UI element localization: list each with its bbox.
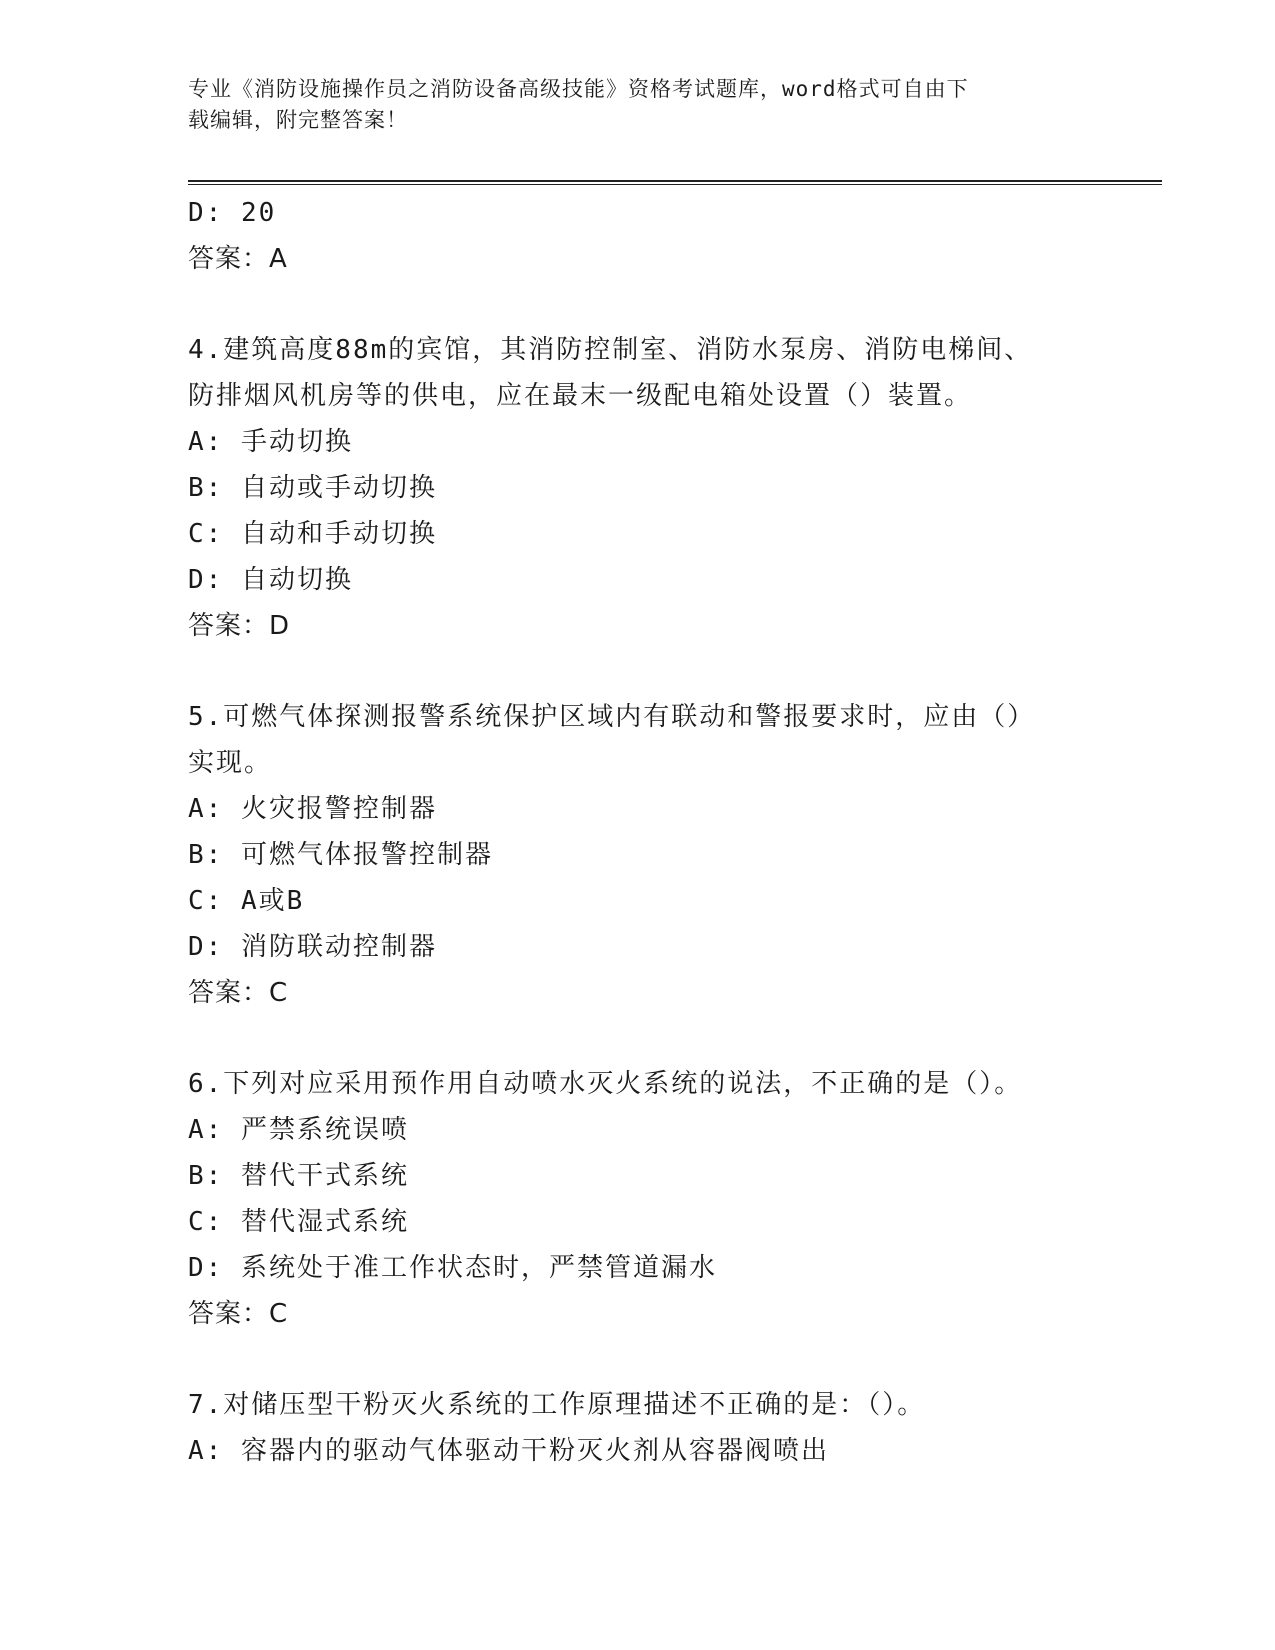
option-c: C: 替代湿式系统 [188, 1207, 409, 1237]
header-line-1: 专业《消防设施操作员之消防设备高级技能》资格考试题库，word格式可自由下 [188, 77, 969, 101]
answer-label: 答案：C [188, 978, 289, 1008]
spacer [188, 1016, 1148, 1061]
question-text: 7.对储压型干粉灭火系统的工作原理描述不正确的是：（）。 [188, 1390, 926, 1420]
question-content [188, 190, 1148, 1474]
question-text: 6.下列对应采用预作用自动喷水灭火系统的说法，不正确的是（）。 [188, 1069, 1023, 1099]
option-a: A: 容器内的驱动气体驱动干粉灭火剂从容器阀喷出 [188, 1436, 829, 1466]
option-d: D: 20 [188, 198, 277, 228]
answer-label: 答案：C [188, 1299, 289, 1329]
header-divider-thick [188, 180, 1162, 182]
spacer [188, 649, 1148, 694]
option-a: A: 火灾报警控制器 [188, 794, 437, 824]
question-5 [188, 694, 1148, 1016]
option-d: D: 消防联动控制器 [188, 932, 437, 962]
question-text: 防排烟风机房等的供电，应在最末一级配电箱处设置（）装置。 [188, 381, 973, 411]
option-c: C: A或B [188, 886, 305, 916]
question-4 [188, 327, 1148, 649]
question-text: 5.可燃气体探测报警系统保护区域内有联动和警报要求时，应由（） [188, 702, 1036, 732]
option-a: A: 严禁系统误喷 [188, 1115, 409, 1145]
question-7 [188, 1382, 1148, 1474]
option-c: C: 自动和手动切换 [188, 519, 437, 549]
option-b: B: 替代干式系统 [188, 1161, 409, 1191]
header-divider-thin [188, 184, 1162, 185]
spacer [188, 282, 1148, 327]
header-line-2: 载编辑，附完整答案！ [188, 108, 408, 132]
spacer [188, 1337, 1148, 1382]
question-3-tail [188, 190, 1148, 282]
option-b: B: 自动或手动切换 [188, 473, 437, 503]
question-text: 实现。 [188, 748, 273, 778]
question-text: 4.建筑高度88m的宾馆，其消防控制室、消防水泵房、消防电梯间、 [188, 335, 1033, 365]
answer-label: 答案：A [188, 244, 288, 274]
question-6 [188, 1061, 1148, 1337]
option-d: D: 自动切换 [188, 565, 353, 595]
answer-label: 答案：D [188, 611, 291, 641]
page-header [188, 74, 1088, 136]
option-a: A: 手动切换 [188, 427, 353, 457]
option-d: D: 系统处于准工作状态时，严禁管道漏水 [188, 1253, 717, 1283]
option-b: B: 可燃气体报警控制器 [188, 840, 493, 870]
